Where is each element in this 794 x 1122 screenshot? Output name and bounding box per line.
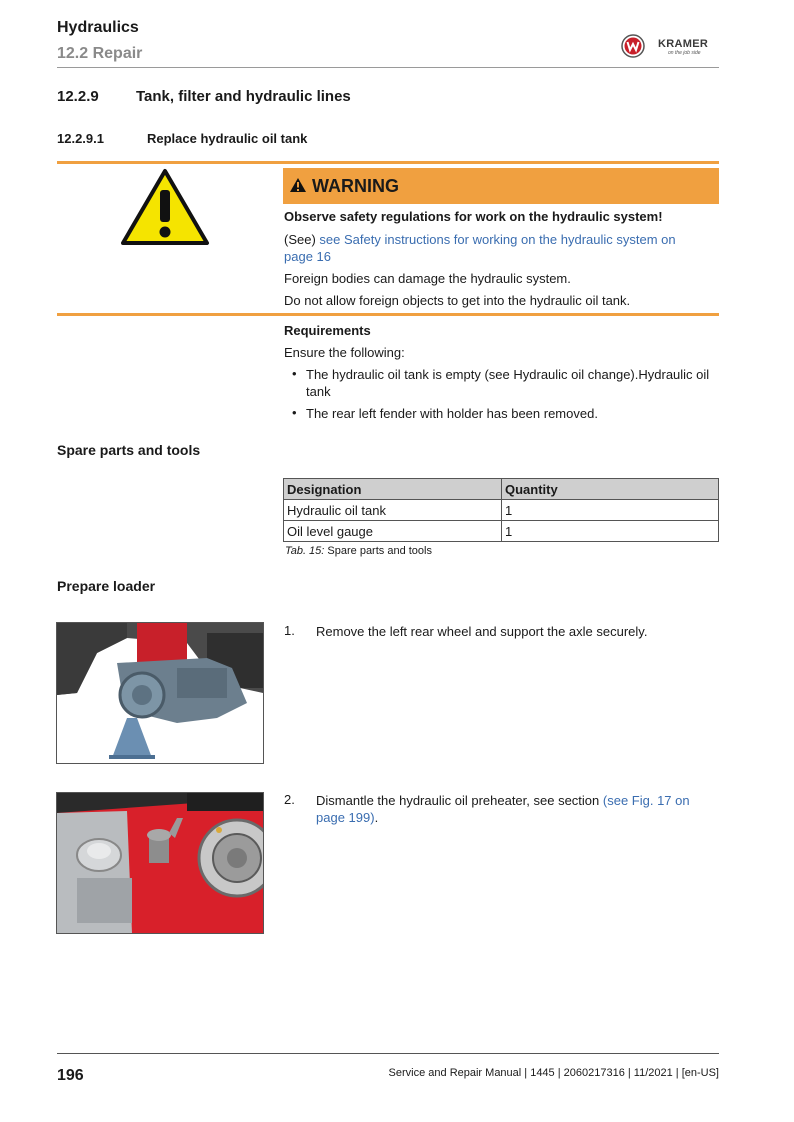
step-text-suffix: .	[374, 810, 379, 825]
figure-reference-link[interactable]: (see Fig. 17 on page 199)	[316, 793, 690, 825]
figure-oil-tank	[56, 792, 264, 934]
warning-small-icon	[289, 177, 307, 193]
heading3-number: 12.2.9.1	[57, 131, 104, 146]
heading3-title: Replace hydraulic oil tank	[147, 131, 308, 146]
spare-parts-heading: Spare parts and tools	[57, 442, 201, 458]
caption-prefix: Tab. 15:	[285, 545, 325, 557]
footer-rule	[57, 1053, 719, 1054]
logo-text: KRAMER	[658, 38, 709, 50]
table-cell: 1	[502, 500, 719, 521]
prepare-loader-heading: Prepare loader	[57, 578, 156, 594]
bullet-dot: •	[292, 405, 297, 420]
column-header: Designation	[284, 479, 502, 500]
warning-see-prefix: (See)	[284, 232, 320, 247]
step-text-main: Dismantle the hydraulic oil preheater, see section	[316, 793, 603, 808]
warning-label-text: WARNING	[312, 176, 400, 196]
kramer-logo-icon	[620, 33, 650, 59]
spare-parts-table	[283, 478, 719, 542]
figure-wheel-removed	[56, 622, 264, 764]
page-number: 196	[57, 1067, 84, 1084]
step-number: 2.	[284, 792, 295, 807]
warning-triangle-icon	[120, 168, 210, 246]
warning-title: Observe safety regulations for work on the hydraulic system!	[284, 209, 663, 224]
footer-text: Service and Repair Manual | 1445 | 2060217316 | 11/2021 | [en-US]	[388, 1067, 719, 1079]
table-row	[284, 500, 719, 521]
caption-text: Spare parts and tools	[324, 545, 432, 557]
requirement-item: The rear left fender with holder has been removed.	[306, 406, 598, 421]
heading2-title: Tank, filter and hydraulic lines	[136, 88, 351, 105]
step-text	[316, 623, 716, 640]
logo-slogan: on the job side	[668, 50, 701, 56]
table-cell: Oil level gauge	[284, 521, 502, 542]
column-header: Quantity	[502, 479, 719, 500]
warning-see	[284, 231, 704, 265]
table-row	[284, 521, 719, 542]
table-cell: Hydraulic oil tank	[284, 500, 502, 521]
step-text-main: Remove the left rear wheel and support the axle securely.	[316, 624, 648, 639]
warning-bottom-rule	[57, 313, 719, 316]
section-title: 12.2 Repair	[57, 45, 143, 62]
kramer-logo	[620, 33, 720, 59]
warning-top-rule	[57, 161, 719, 164]
step-text	[316, 792, 716, 826]
table-header-row	[284, 479, 719, 500]
requirements-intro: Ensure the following:	[284, 345, 405, 360]
warning-label	[289, 176, 399, 197]
table-cell: 1	[502, 521, 719, 542]
chapter-title: Hydraulics	[57, 19, 139, 36]
heading2-number: 12.2.9	[57, 88, 99, 105]
table-caption	[285, 545, 432, 557]
warning-line2: Do not allow foreign objects to get into the hydraulic oil tank.	[284, 293, 631, 308]
bullet-dot: •	[292, 366, 297, 381]
safety-instructions-link[interactable]: see Safety instructions for working on the hydraulic system on page 16	[284, 232, 676, 264]
warning-line1: Foreign bodies can damage the hydraulic system.	[284, 271, 571, 286]
step-number: 1.	[284, 623, 295, 638]
requirement-item: The hydraulic oil tank is empty (see Hydraulic oil change).Hydraulic oil tank	[306, 367, 710, 399]
warning-banner	[283, 168, 719, 204]
requirements-title: Requirements	[284, 323, 371, 338]
header-rule	[57, 67, 719, 68]
